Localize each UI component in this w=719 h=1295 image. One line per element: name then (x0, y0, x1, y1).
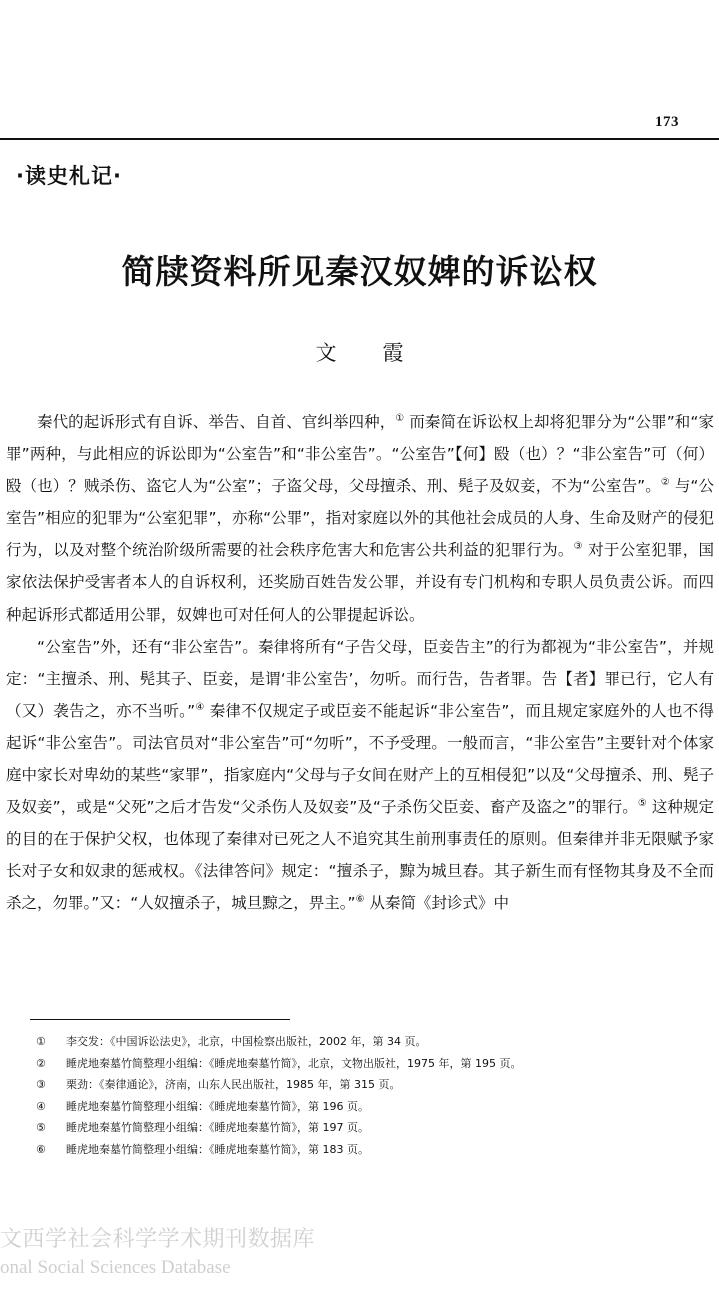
paragraph-2 (6, 631, 714, 920)
author-name: 文霞 (315, 341, 450, 365)
page-number: 173 (655, 114, 679, 130)
footnote-text: 睡虎地秦墓竹简整理小组编：《睡虎地秦墓竹简》，第 183 页。 (66, 1142, 369, 1156)
footnote-text: 李交发：《中国诉讼法史》，北京，中国检察出版社，2002 年，第 34 页。 (66, 1035, 427, 1048)
footnote-mark: ③ (36, 1078, 46, 1091)
paragraph-text: 与“公室告”相应的犯罪为“公室犯罪”，亦称“公罪”，指对家庭以外的其他社会成员的人身、生命及财产的侵犯行为，以及对整个统治阶级所需要的社会秩序危害大和危害公共利益的犯罪行为。 (6, 477, 714, 560)
footnote-item (36, 1139, 706, 1161)
paragraph-1 (6, 406, 714, 631)
footnotes (36, 1031, 706, 1160)
footnote-rule (30, 1019, 290, 1020)
paragraph-text: 对于公室犯罪，国家依法保护受害者本人的自诉权利，还奖励百姓告发公罪，并设有专门机构和专职人员负责公诉。而四种起诉形式都适用公罪，奴婢也可对任何人的公罪提起诉讼。 (6, 541, 714, 624)
footnote-text: 睡虎地秦墓竹简整理小组编：《睡虎地秦墓竹简》，第 196 页。 (66, 1099, 369, 1113)
paragraph-text: 这种规定的目的在于保护父权，也体现了秦律对已死之人不追究其生前刑事责任的原则。但秦律并非无限赋予家长对子女和奴隶的惩戒权。《法律答问》规定：“擅杀子，黥为城旦舂。其子新生而有怪物其身及不全而杀之，勿罪。”又：“人奴擅杀子，城旦黥之，畀主。” (6, 798, 714, 913)
footnote-ref-6[interactable]: ⑥ (355, 894, 365, 906)
footnote-ref-4[interactable]: ④ (195, 701, 205, 713)
footnote-item (36, 1096, 706, 1118)
footnote-text: 睡虎地秦墓竹简整理小组编：《睡虎地秦墓竹简》，北京，文物出版社，1975 年，第 195 页。 (66, 1056, 522, 1070)
paragraph-text: 从秦简《封诊式》中 (364, 894, 509, 913)
watermark-line-en: onal Social Sciences Database (0, 1257, 231, 1278)
footnote-mark: ⑥ (36, 1142, 46, 1156)
header-rule (0, 138, 719, 140)
footnote-ref-2[interactable]: ② (660, 477, 670, 489)
footnote-mark: ④ (36, 1099, 46, 1113)
watermark-line-cn: 文西学社会科学学术期刊数据库 (0, 1227, 316, 1252)
footnote-item (36, 1031, 706, 1053)
footnote-ref-3[interactable]: ③ (573, 541, 583, 553)
paragraph-text: 秦代的起诉形式有自诉、举告、自首、官纠举四种， (37, 413, 396, 431)
database-watermark (0, 1222, 315, 1279)
column-label: ·读史札记· (16, 164, 122, 188)
footnote-mark: ① (36, 1035, 46, 1048)
footnote-ref-1[interactable]: ① (395, 413, 405, 424)
article-body (6, 406, 714, 920)
paragraph-text: 而秦简在诉讼权上却将犯罪分为“公罪”和“家罪”两种，与此相应的诉讼即为“公室告”和“非公室告”。“公室告”【何】殹（也）？“非公室告”可（何）殹（也）？贼杀伤、盗它人为“公室”；子盗父母，父母擅杀、刑、髡子及奴妾，不为“公室告”。 (6, 413, 714, 496)
article-title: 简牍资料所见秦汉奴婢的诉讼权 (121, 252, 598, 291)
paragraph-text: “公室告”外，还有“非公室告”。秦律将所有“子告父母，臣妾告主”的行为都视为“非公室告”，并规定：“主擅杀、刑、髡其子、臣妾，是谓‘非公室告’，勿听。而行告，告者罪。告【者】罪已行，它人有（又）袭告之，亦不当听。” (6, 637, 714, 720)
footnote-mark: ② (36, 1056, 46, 1070)
footnote-ref-5[interactable]: ⑤ (637, 798, 647, 810)
footnote-item (36, 1117, 706, 1139)
footnote-mark: ⑤ (36, 1121, 46, 1134)
paragraph-text: 秦律不仅规定子或臣妾不能起诉“非公室告”，而且规定家庭外的人也不得起诉“非公室告”。司法官员对“非公室告”可“勿听”，不予受理。一般而言，“非公室告”主要针对个体家庭中家长对卑幼的某些“家罪”，指家庭内“父母与子女间在财产上的互相侵犯”以及“父母擅杀、刑、髡子及奴妾”，或是“父死”之后才告发“父杀伤人及奴妾”及“子杀伤父臣妾、畜产及盗之”的罪行。 (6, 701, 714, 817)
footnote-text: 栗劲：《秦律通论》，济南，山东人民出版社，1985 年，第 315 页。 (66, 1078, 401, 1091)
footnote-text: 睡虎地秦墓竹简整理小组编：《睡虎地秦墓竹简》，第 197 页。 (66, 1121, 369, 1134)
footnote-item (36, 1074, 706, 1096)
footnote-item (36, 1053, 706, 1075)
